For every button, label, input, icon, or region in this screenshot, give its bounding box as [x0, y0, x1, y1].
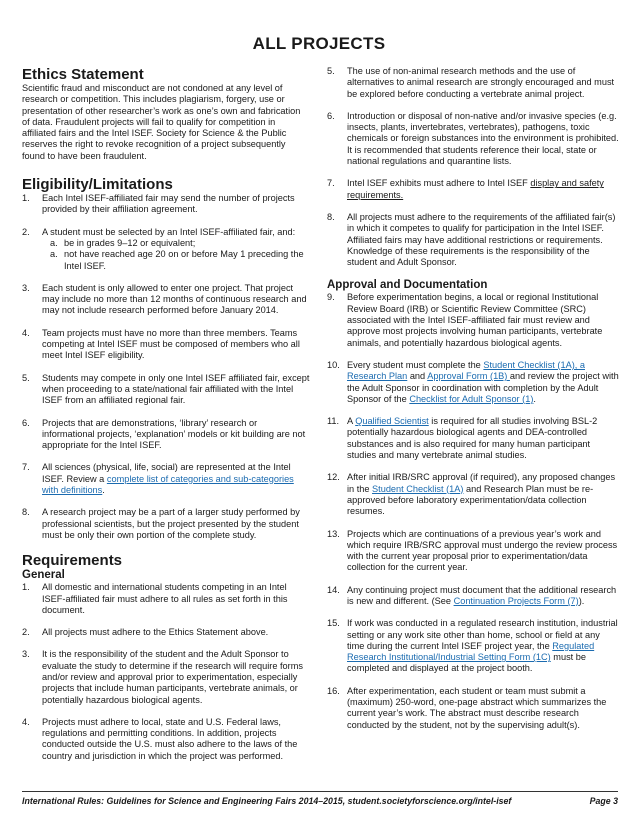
general-subheading: General — [22, 569, 65, 582]
ethics-text: Scientific fraud and misconduct are not condoned at any level of research or competition. This includes plagiarism, forgery, use or presentation of other researcher’s work as one’s own and fabrication of data. Fraudulent projects will fail to qualify for competition in affiliated fairs and the Intel ISEF. Society for Science & the Public reserves the right to revoke recognition of a project subsequently found to have been fraudulent. — [22, 83, 301, 161]
list-item: 9. Before experimentation begins, a local or regional Institutional Review Board (IRB) or Scientific Review Committee (SRC) associated with the Intel ISEF-affiliated fair must review and approve most projects involving human participants, vertebrate animals, and potentially hazardous biological agents. — [327, 292, 603, 348]
list-item: 2. A student must be selected by an Intel ISEF-affiliated fair, and: a. be in grades 9–12 or equivalent; a. not have reached age 20 on or before May 1 preceding the Intel ISEF. — [22, 227, 310, 272]
list-item: 15. If work was conducted in a regulated research institution, industrial setting or any work site other than home, school or field at any time during the current Intel ISEF project year, the Regulated Research Institutional/Industrial Setting Form (1C) must be completed and displayed at the project booth. — [327, 618, 618, 674]
list-item: 5. The use of non-animal research methods and the use of alternatives to animal research are strongly encouraged and must be explored before conducting a vertebrate animal project. — [327, 66, 615, 99]
requirements-list-right — [327, 66, 619, 268]
list-item: 3. Each student is only allowed to enter one project. That project may include no more than 12 months of continuous research and may not include research performed before January 2014. — [22, 282, 307, 316]
approval-form-link[interactable]: Approval Form (1B) — [427, 371, 510, 382]
left-column — [22, 66, 310, 773]
list-item: 4. Projects must adhere to local, state and U.S. Federal laws, regulations and permitting conditions. In addition, projects conducted outside the U.S. must also adhere to the laws of the country and jurisdiction in which the project was performed. — [22, 716, 298, 761]
list-item: 7. Intel ISEF exhibits must adhere to Intel ISEF display and safety requirements. — [327, 178, 604, 200]
categories-link[interactable]: complete list of categories and sub-categories with definitions — [42, 473, 294, 496]
list-item: 14. Any continuing project must document that the additional research is new and different. (See Continuation Projects Form (7)). — [327, 584, 617, 606]
approval-list — [327, 292, 619, 731]
list-item: 8. A research project may be a part of a larger study performed by professional scientists, but the project presented by the student must be only their own portion of the complete study. — [22, 507, 300, 540]
student-checklist-link[interactable]: Student Checklist (1A) — [372, 483, 464, 494]
list-item: 7. All sciences (physical, life, social) are represented at the Intel ISEF. Review a complete list of categories and sub-categories with definitions. — [22, 462, 294, 496]
requirements-heading: Requirements — [22, 552, 123, 570]
list-item: 10. Every student must complete the Student Checklist (1A), a Research Plan and Approval Form (1B) and review the project with the Adult Sponsor in coordination with completion by the Adult Sponsor of the Checklist for Adult Sponsor (1). — [327, 359, 619, 404]
page-number: Page 3 — [589, 796, 618, 806]
footer-citation: International Rules: Guidelines for Science and Engineering Fairs 2014–2015, student.societyforscience.org/intel-isef — [22, 796, 512, 806]
eligibility-list — [22, 193, 310, 541]
list-item: 5. Students may compete in only one Intel ISEF affiliated fair, except when proceeding to a state/national fair affiliated with the Intel ISEF from an affiliated regional fair. — [22, 372, 310, 406]
list-item: 3. It is the responsibility of the student and the Adult Sponsor to evaluate the study to determine if the research will require forms and/or review and approval prior to experimentation, especially projects that include human participants, vertebrate animals, or potentially hazardous biological agents. — [22, 649, 303, 705]
regulated-research-form-link[interactable]: Regulated Research Institutional/Industrial Setting Form (1C) — [347, 640, 595, 663]
continuation-form-link[interactable]: Continuation Projects Form (7) — [453, 595, 579, 606]
list-item: 4. Team projects must have no more than three members. Teams competing at Intel ISEF must be composed of members who all meet Intel ISEF eligibility. — [22, 327, 300, 361]
eligibility-heading: Eligibility/Limitations — [22, 176, 173, 194]
requirements-list-left — [22, 582, 310, 762]
ethics-heading: Ethics Statement — [22, 66, 144, 83]
list-item: 1. All domestic and international students competing in an Intel ISEF-affiliated fair must adhere to all rules as set forth in this document. — [22, 582, 288, 615]
list-item: 16. After experimentation, each student or team must submit a (maximum) 250-word, one-page abstract which summarizes the current year’s work. The abstract must describe research conducted by the student, not by the supervising adult(s). — [327, 685, 607, 730]
list-item: 2. All projects must adhere to the Ethics Statement above. — [22, 627, 269, 638]
right-column — [327, 66, 619, 742]
student-checklist-link[interactable]: Student Checklist (1A), a Research Plan — [347, 359, 585, 382]
display-safety-link[interactable]: display and safety requirements. — [347, 178, 604, 200]
list-item: 1. Each Intel ISEF-affiliated fair may send the number of projects provided by their affiliation agreement. — [22, 193, 295, 215]
sub-item: a. be in grades 9–12 or equivalent; — [50, 237, 196, 248]
footer — [22, 796, 618, 806]
list-item: 12. After initial IRB/SRC approval (if required), any proposed changes in the Student Checklist (1A) and Research Plan must be re-approved before laboratory experimentation/data collection resumes. — [327, 472, 616, 517]
approval-heading: Approval and Documentation — [327, 279, 488, 292]
list-item: 6. Projects that are demonstrations, ‘library’ research or informational projects, ‘explanation’ models or kit building are not appropriate for the Intel ISEF. — [22, 417, 306, 451]
page-title: ALL PROJECTS — [252, 34, 386, 53]
list-item: 13. Projects which are continuations of a previous year’s work and which require IRB/SRC approval must undergo the review process with the current year proposal prior to experimentation/data collection for the current year. — [327, 528, 618, 573]
adult-sponsor-checklist-link[interactable]: Checklist for Adult Sponsor (1) — [409, 393, 534, 404]
sub-item: a. not have reached age 20 on or before May 1 preceding the Intel ISEF. — [50, 249, 304, 271]
list-item: 11. A Qualified Scientist is required for all studies involving BSL-2 potentially hazardous biological agents and DEA-controlled substances and is also required for many human participant studies and many vertebrate animal studies. — [327, 416, 598, 461]
qualified-scientist-link[interactable]: Qualified Scientist — [355, 416, 429, 427]
list-item: 8. All projects must adhere to the requirements of the affiliated fair(s) in which it competes to qualify for participation in the Intel ISEF. Affiliated fairs may have additional restrictions or requirements. Knowledge of these requirements is the responsibility of the student and Adult Sponsor. — [327, 211, 616, 268]
list-item: 6. Introduction or disposal of non-native and/or invasive species (e.g. insects, plants, invertebrates, vertebrates), pathogens, toxic chemicals or foreign substances into the environment is prohibited. It is recommended that students reference their local, state or national regulations and quarantine lists. — [327, 110, 619, 167]
footer-divider — [22, 791, 618, 792]
